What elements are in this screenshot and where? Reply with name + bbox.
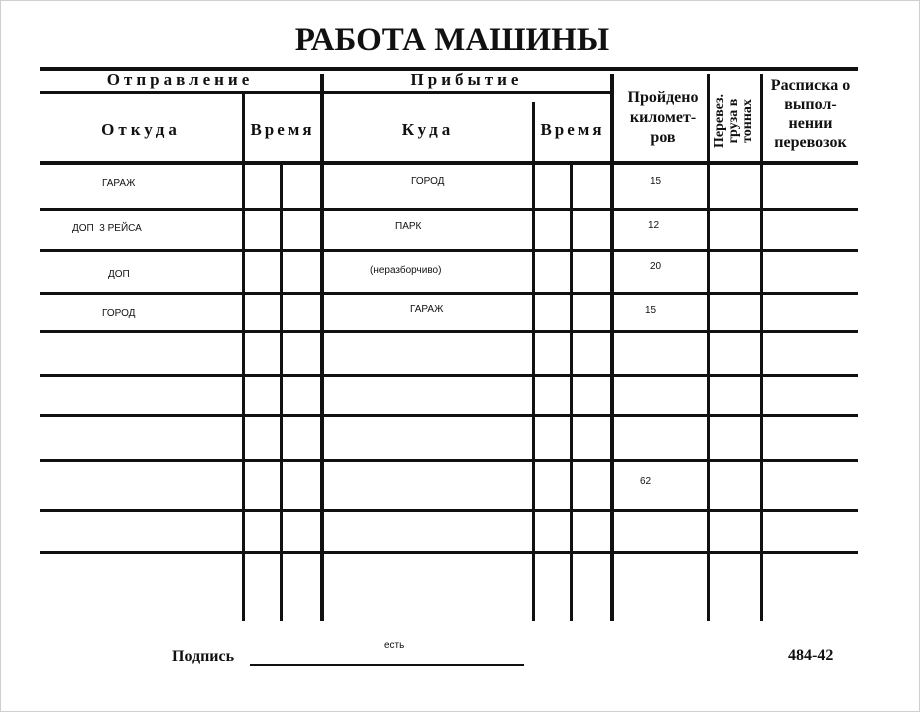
row-2-km: 12	[648, 220, 660, 231]
departure-header: Отправление	[106, 70, 254, 89]
row-2-from: ДОП 3 РЕЙСА	[72, 223, 142, 234]
row-rule	[40, 249, 858, 252]
row-2-to: ПАРК	[395, 221, 422, 232]
km-header: Пройдено километ-ров	[627, 89, 699, 146]
from-header: Откуда	[101, 120, 181, 139]
to-header: Куда	[401, 120, 455, 139]
arrival-time-header: Время	[540, 120, 605, 139]
form-number: 484-42	[788, 647, 834, 664]
arrival-time-split	[570, 163, 573, 621]
departure-arrival-divider	[320, 74, 324, 621]
row-rule	[40, 208, 858, 211]
arrival-subheader-rule	[323, 91, 612, 94]
total-km: 62	[640, 476, 652, 487]
departure-time-split	[280, 163, 283, 621]
form-title: РАБОТА МАШИНЫ	[294, 22, 610, 58]
signature-value: есть	[384, 640, 405, 651]
departure-time-header: Время	[250, 120, 315, 139]
cargo-header: Перевез. груза в тоннах	[712, 94, 755, 149]
departure-subheader-rule	[40, 91, 323, 94]
arrival-km-divider	[610, 74, 614, 621]
row-rule	[40, 330, 858, 333]
row-4-km: 15	[645, 305, 657, 316]
row-1-from: ГАРАЖ	[102, 178, 136, 189]
row-4-to: ГАРАЖ	[410, 304, 444, 315]
to-time-divider	[532, 102, 535, 621]
signature-line	[250, 664, 524, 666]
row-rule	[40, 414, 858, 417]
row-rule	[40, 292, 858, 295]
row-3-km: 20	[650, 261, 662, 272]
from-time-divider	[242, 94, 245, 621]
row-1-to: ГОРОД	[411, 176, 445, 187]
receipt-header: Расписка о выпол-нении перевозок	[770, 77, 851, 151]
signature-label: Подпись	[172, 648, 235, 665]
row-4-from: ГОРОД	[102, 308, 136, 319]
row-3-from: ДОП	[108, 269, 130, 280]
row-rule	[40, 459, 858, 462]
row-rule	[40, 509, 858, 512]
row-1-km: 15	[650, 176, 662, 187]
row-rule	[40, 374, 858, 377]
row-rule	[40, 551, 858, 554]
arrival-header: Прибытие	[410, 70, 523, 89]
row-3-to: (неразборчиво)	[370, 265, 442, 276]
